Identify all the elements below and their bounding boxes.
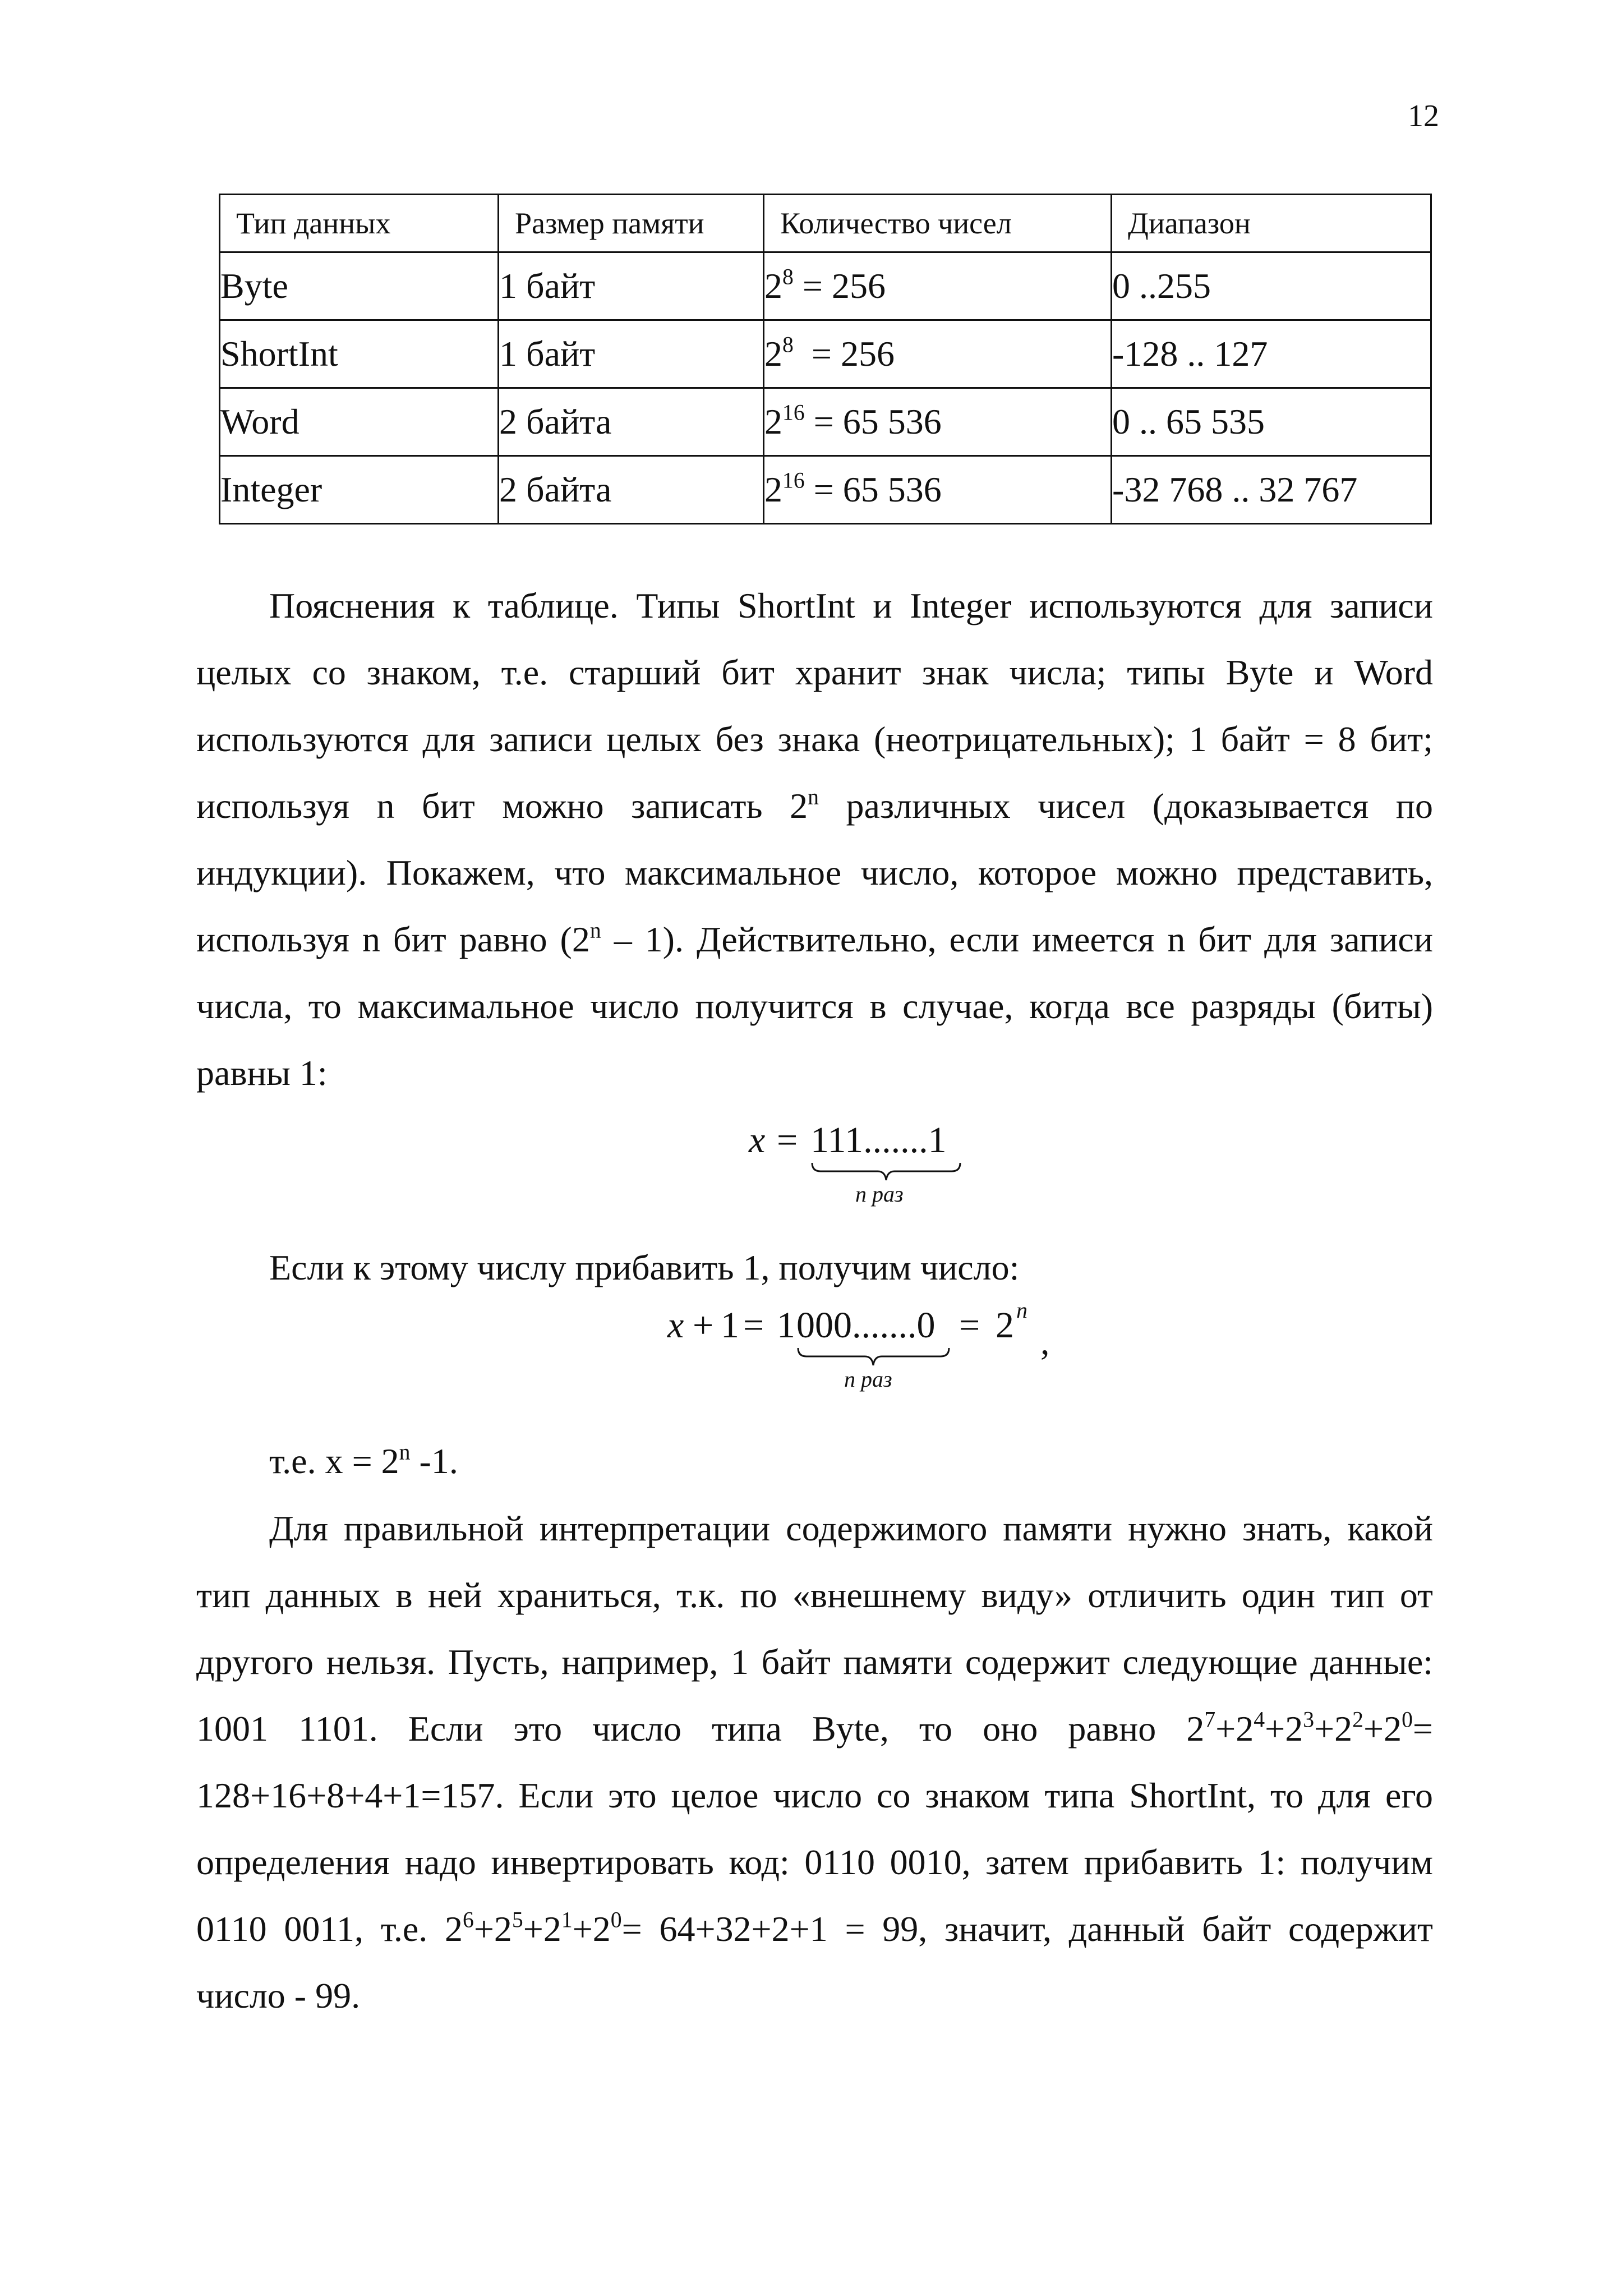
- table-row: [220, 456, 1431, 524]
- eq2-comma: ,: [1040, 1322, 1050, 1363]
- data-types-table: [219, 194, 1432, 524]
- cell-size: 1 байт: [499, 252, 764, 320]
- header-count: Количество чисел: [764, 195, 1112, 252]
- eq2-equals-2: =: [959, 1305, 980, 1346]
- table-row: [220, 388, 1431, 456]
- cell-range: 0 ..255: [1112, 252, 1431, 320]
- page-number: 12: [1408, 99, 1439, 134]
- eq1-digits: 111.......1: [810, 1120, 947, 1161]
- cell-range: -32 768 .. 32 767: [1112, 456, 1431, 524]
- eq2-equals: =: [743, 1305, 764, 1346]
- conclusion-line: т.е. $x = 2^n$ -1.: [269, 1439, 458, 1481]
- cell-count: $2^8 = 256$: [764, 320, 1112, 388]
- table-row: [220, 320, 1431, 388]
- table-row: [220, 252, 1431, 320]
- table-header-row: [220, 195, 1431, 252]
- header-type: Тип данных: [220, 195, 499, 252]
- cell-size: 1 байт: [499, 320, 764, 388]
- eq1-lhs: x: [749, 1120, 766, 1161]
- table-explanation-paragraph: Пояснения к таблице. Типы ShortInt и Integer используются для записи целых со знаком, т.е. старший бит хранит знак числа; типы Byte и Word используются для записи целых без знака (неотрицательных); 1 байт = 8 бит; используя n бит можно записать 2$^n$ различных чисел (доказывается по индукции). Покажем, что максимальное число, которое можно представить, используя n бит равно (2$^n$ – 1). Действительно, если имеется n бит для записи числа, то максимальное число получится в случае, когда все разряды (биты) равны 1:: [196, 586, 1434, 1093]
- eq1-equals: =: [777, 1120, 798, 1161]
- header-size: Размер памяти: [499, 195, 764, 252]
- eq2-plus: +: [693, 1305, 714, 1346]
- cell-type: Word: [220, 388, 499, 456]
- cell-size: 2 байта: [499, 456, 764, 524]
- interpretation-paragraph: Для правильной интерпретации содержимого памяти нужно знать, какой тип данных в ней храниться, т.к. по «внешнему виду» отличить один тип от другого нельзя. Пусть, например, 1 байт памяти содержит следующие данные: 1001 1101. Если это число типа Byte, то оно равно $2^7+2^4+2^3+2^2+2^0= 128+16+8+4+1=157$. Если это целое число со знаком типа ShortInt, то для его определения надо инвертировать код: 0110 0010, затем прибавить 1: получим 0110 0011, т.е. $2^6+2^5+2^1+2^0= 64+32+2+1 = 99$, значит, данный байт содержит число - 99.: [196, 1508, 1434, 2016]
- add-one-paragraph: Если к этому числу прибавить 1, получим число:: [269, 1248, 1020, 1287]
- eq2-brace-label: n раз: [844, 1366, 892, 1392]
- cell-range: 0 .. 65 535: [1112, 388, 1431, 456]
- cell-range: -128 .. 127: [1112, 320, 1431, 388]
- underbrace-icon: [796, 1346, 951, 1369]
- cell-count: $2^{16} = 65$ 536: [764, 388, 1112, 456]
- cell-type: ShortInt: [220, 320, 499, 388]
- eq2-lhs: x: [667, 1305, 684, 1346]
- underbrace-icon: [810, 1161, 962, 1184]
- cell-count: $2^{16} = 65$ 536: [764, 456, 1112, 524]
- eq2-digits: 000.......0: [796, 1305, 936, 1346]
- cell-type: Integer: [220, 456, 499, 524]
- cell-count: $2^8 = 256$: [764, 252, 1112, 320]
- cell-type: Byte: [220, 252, 499, 320]
- cell-size: 2 байта: [499, 388, 764, 456]
- header-range: Диапазон: [1112, 195, 1431, 252]
- eq2-lead-digit: 1: [777, 1305, 795, 1346]
- eq1-brace-label: n раз: [855, 1181, 904, 1207]
- eq2-base: 2: [996, 1305, 1014, 1346]
- eq2-one: 1: [721, 1305, 739, 1346]
- eq2-exponent: n: [1016, 1297, 1027, 1323]
